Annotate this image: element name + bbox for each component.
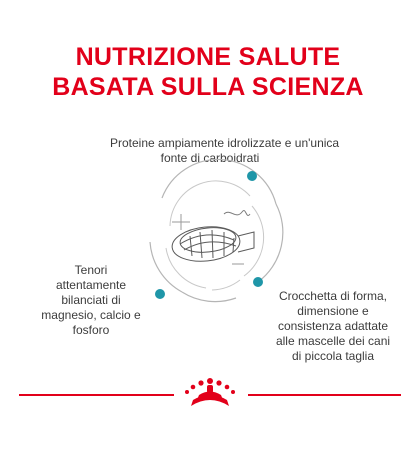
feature-minerals-line-4: magnesio, calcio e [41, 308, 141, 322]
footer-divider-left [19, 394, 174, 396]
feature-protein-line-1: Proteine ampiamente idrolizzate e un'unica [110, 136, 340, 150]
dot-right [253, 277, 263, 287]
outer-arc-right [258, 204, 283, 282]
outer-arc-top [162, 159, 276, 204]
kibble-sketch-icon [170, 210, 254, 264]
feature-kibble-shape-line-2: dimensione e [297, 304, 369, 318]
outer-arc-bottom [182, 292, 236, 302]
dot-left [155, 289, 165, 299]
footer-divider-right [248, 394, 401, 396]
feature-minerals-line-2: attentamente [55, 278, 127, 292]
feature-kibble-shape-line-5: di piccola taglia [291, 349, 375, 363]
feature-minerals-line-3: bilanciati di [61, 293, 121, 307]
headline-line-1: NUTRIZIONE SALUTE [75, 43, 341, 71]
feature-kibble-shape-line-3: consistenza adattate [277, 319, 389, 333]
feature-minerals-line-5: fosforo [72, 323, 110, 337]
feature-kibble-shape [263, 289, 403, 364]
feature-kibble-shape-line-1: Crocchetta di forma, [278, 289, 388, 303]
inner-arc-4 [212, 280, 240, 290]
dot-top [247, 171, 257, 181]
headline-line-2: BASATA SULLA SCIENZA [52, 73, 364, 101]
feature-protein-line-2: fonte di carboidrati [160, 151, 260, 165]
feature-minerals-line-1: Tenori [74, 263, 108, 277]
inner-arc-3 [166, 248, 206, 288]
feature-kibble-shape-line-4: alle mascelle dei cani [275, 334, 391, 348]
feature-minerals [28, 263, 154, 338]
royal-canin-crown-logo [177, 376, 243, 410]
inner-arc-1 [170, 181, 250, 226]
